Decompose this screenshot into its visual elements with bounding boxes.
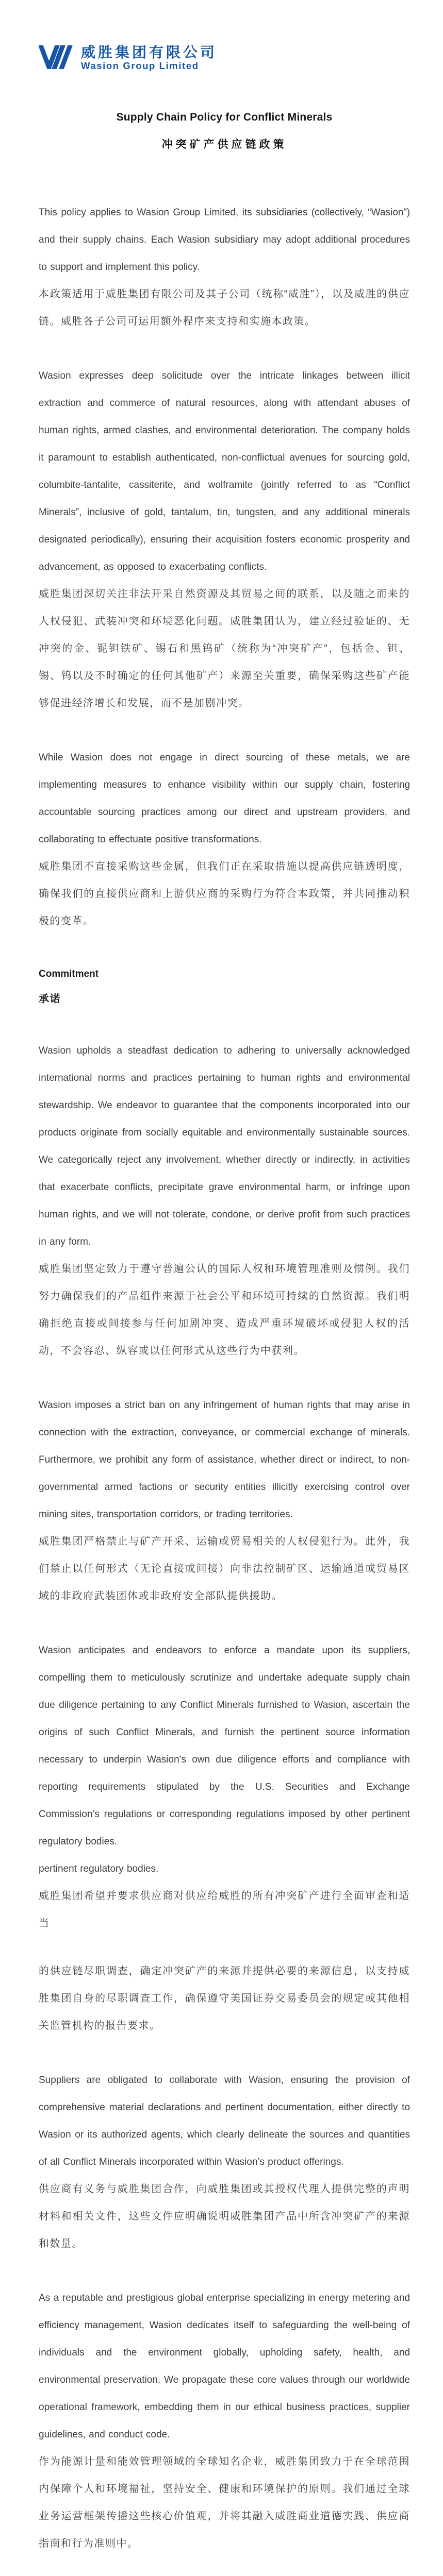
- paragraph-en: Suppliers are obligated to collaborate with Wasion, ensuring the provision of comprehensive material declarations and pertinent documentation, either directly to Wasion or its authorized agents, which clearly delineate the sources and quantities of all Conflict Minerals incorporated within Wasion’s product offerings.: [39, 2075, 410, 2167]
- paragraph-en: As a reputable and prestigious global enterprise specializing in energy metering and efficiency management, Wasion dedicates itself to safeguarding the well-being of individuals and the environment globally, upholding safety, health, and environmental preservation. We propagate these core values through our worldwide operational framework, embedding them in our ethical business practices, supplier guidelines, and conduct code.: [39, 2293, 410, 2440]
- policy-section: [39, 744, 410, 935]
- policy-section: [39, 2066, 410, 2258]
- paragraph-zh: 威胜集团不直接采购这些金属，但我们正在采取措施以提高供应链透明度，确保我们的直接供应商和上游供应商的采购行为符合本政策，并共同推动积极的变革。: [39, 861, 410, 927]
- paragraph-zh: 的供应链尽职调查，确定冲突矿产的来源并提供必要的来源信息，以支持威胜集团自身的尽职调查工作，确保遵守美国证券交易委员会的规定或其他相关监管机构的报告要求。: [39, 1965, 410, 2031]
- paragraph-en: Wasion imposes a strict ban on any infringement of human rights that may arise in connection with the extraction, conveyance, or commercial exchange of minerals. Furthermore, we prohibit any form of assistance, whether direct or indirect, to non-governmental armed factions or security entities illicitly exercising control over mining sites, transportation corridors, or trading territories.: [39, 1400, 410, 1520]
- policy-section: [39, 1392, 410, 1610]
- paragraph-zh: 供应商有义务与威胜集团合作，向威胜集团或其授权代理人提供完整的声明材料和相关文件，这些文件应明确说明威胜集团产品中所含冲突矿产的来源和数量。: [39, 2183, 410, 2249]
- paragraph-en: Wasion anticipates and endeavors to enforce a mandate upon its suppliers, compelling them to meticulously scrutinize and undertake adequate supply chain due diligence pertaining to any Conflict Minerals furnished to Wasion, ascertain the origins of such Conflict Minerals, and furnish the pertinent source information necessary to underpin Wasion’s own due diligence efforts and compliance with reporting requirements stipulated by the U.S. Securities and Exchange Commission’s regulations or corresponding regulations imposed by other pertinent regulatory bodies.: [39, 1645, 410, 1847]
- paragraph-zh: 威胜集团深切关注非法开采自然资源及其贸易之间的联系，以及随之而来的人权侵犯、武装冲突和环境恶化问题。威胜集团认为，建立经过验证的、无冲突的金、铌钽铁矿、锡石和黑钨矿（统称为“冲突矿产”，包括金、钽、锡、钨以及不时确定的任何其他矿产）来源至关重要，确保采购这些矿产能够促进经济增长和发展，而不是加剧冲突。: [39, 588, 410, 709]
- document-title-zh: 冲突矿产供应链政策: [161, 139, 287, 150]
- document-title-en: Supply Chain Policy for Conflict Minerals: [116, 111, 333, 123]
- heading-zh: 承诺: [39, 993, 61, 1005]
- policy-section: [39, 2284, 410, 2557]
- section-heading: [39, 962, 410, 1011]
- policy-section: [39, 199, 410, 335]
- paragraph-en: While Wasion does not engage in direct sourcing of these metals, we are implementing measures to enhance visibility within our supply chain, fostering accountable sourcing practices among our direct and upstream providers, and collaborating to effectuate positive transformations.: [39, 752, 410, 845]
- company-name-zh: 威胜集团有限公司: [81, 44, 218, 60]
- wasion-logo-mark-icon: [39, 45, 74, 69]
- company-logo: [39, 45, 410, 71]
- paragraph-zh: 威胜集团希望并要求供应商对供应给威胜的所有冲突矿产进行全面审查和适当: [39, 1890, 410, 1929]
- policy-section: [39, 1637, 410, 2040]
- paragraph-en: This policy applies to Wasion Group Limited, its subsidiaries (collectively, “Wasion”) and their supply chains. Each Wasion subsidiary may adopt additional procedures to support and implement this policy.: [39, 207, 410, 273]
- company-name-block: [81, 45, 217, 71]
- paragraph-zh: 本政策适用于威胜集团有限公司及其子公司（统称“威胜”），以及威胜的供应链。威胜各子公司可运用额外程序来支持和实施本政策。: [39, 289, 410, 327]
- paragraph-zh: 作为能源计量和能效管理领域的全球知名企业，威胜集团致力于在全球范围内保障个人和环境福祉，坚持安全、健康和环境保护的原则。我们通过全球业务运营框架传播这些核心价值观，并将其融入威胜商业道德实践、供应商指南和行为准则中。: [39, 2456, 410, 2549]
- policy-section: [39, 1037, 410, 1365]
- heading-en: Commitment: [39, 969, 99, 979]
- paragraph-zh: 威胜集团严格禁止与矿产开采、运输或贸易相关的人权侵犯行为。此外，我们禁止以任何形式（无论直接或间接）向非法控制矿区、运输通道或贸易区域的非政府武装团体或非政府安全部队提供援助。: [39, 1536, 410, 1602]
- paragraph-en: Wasion upholds a steadfast dedication to adhering to universally acknowledged international norms and practices pertaining to human rights and environmental stewardship. We endeavor to guarantee that the components incorporated into our products originate from socially equitable and environmentally sustainable sources. We categorically reject any involvement, whether directly or indirectly, in activities that exacerbate conflicts, precipitate grave environmental harm, or infringe upon human rights, and we will not tolerate, condone, or derive profit from such practices in any form.: [39, 1045, 410, 1247]
- policy-body: [39, 199, 410, 2557]
- policy-section: [39, 362, 410, 717]
- paragraph-en: pertinent regulatory bodies.: [39, 1863, 159, 1874]
- company-name-en: Wasion Group Limited: [81, 60, 199, 71]
- paragraph-zh: 威胜集团坚定致力于遵守普遍公认的国际人权和环境管理准则及惯例。我们努力确保我们的产品组件来源于社会公平和环境可持续的自然资源。我们明确拒绝直接或间接参与任何加剧冲突、造成严重环境破坏或侵犯人权的活动，不会容忍、纵容或以任何形式从这些行为中获利。: [39, 1263, 410, 1357]
- paragraph-en: Wasion expresses deep solicitude over the intricate linkages between illicit extraction and commerce of natural resources, along with attendant abuses of human rights, armed clashes, and environmental deterioration. The company holds it paramount to establish authenticated, non-conflictual avenues for sourcing gold, columbite-tantalite, cassiterite, and wolframite (jointly referred to as “Conflict Minerals”, inclusive of gold, tantalum, tin, tungsten, and any additional minerals designated periodically), ensuring their acquisition fosters economic prosperity and advancement, as opposed to exacerbating conflicts.: [39, 370, 410, 572]
